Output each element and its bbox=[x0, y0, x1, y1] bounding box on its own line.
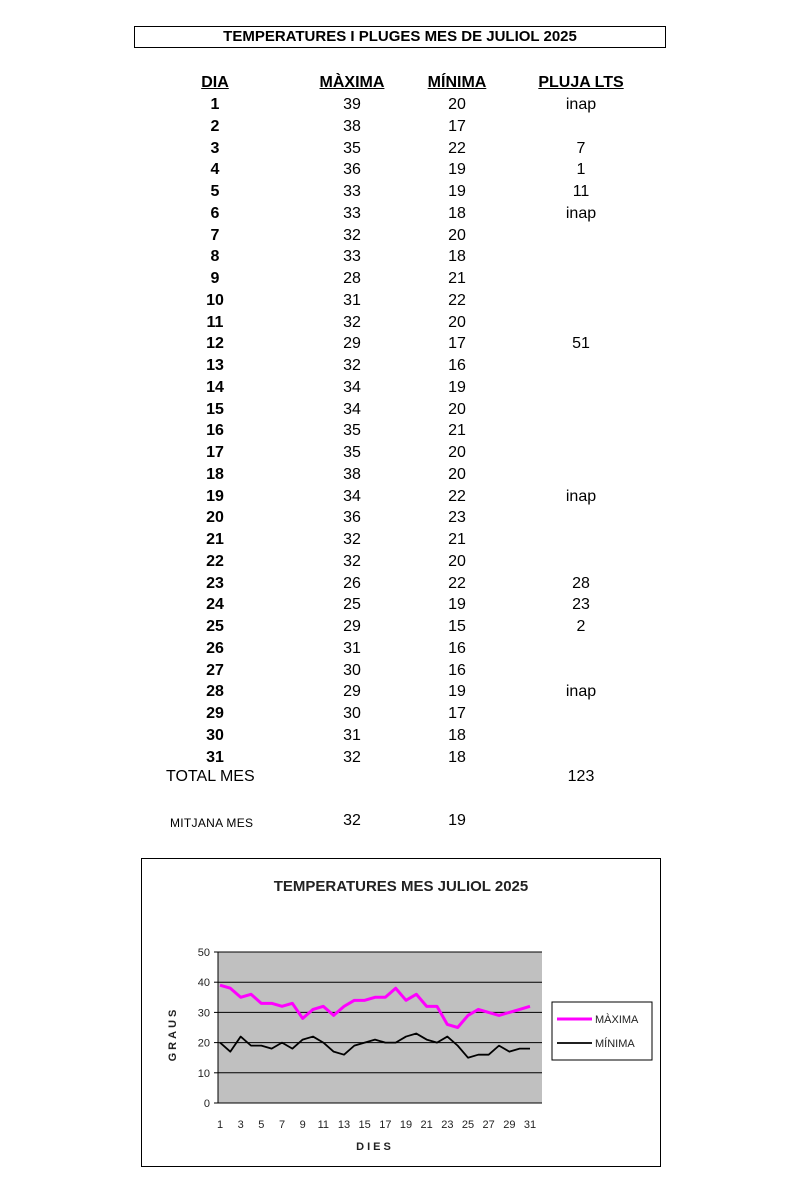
max-cell: 35 bbox=[343, 422, 361, 440]
y-tick-label: 20 bbox=[197, 1037, 210, 1050]
x-tick-label: 17 bbox=[379, 1119, 392, 1131]
min-cell: 19 bbox=[448, 683, 466, 701]
max-cell: 33 bbox=[343, 204, 361, 222]
max-cell: 29 bbox=[343, 335, 361, 353]
table-row bbox=[0, 747, 797, 769]
min-cell: 20 bbox=[448, 400, 466, 418]
day-cell: 30 bbox=[206, 726, 224, 744]
min-cell: 22 bbox=[448, 574, 466, 592]
rain-cell: inap bbox=[565, 96, 597, 113]
max-cell: 25 bbox=[343, 596, 361, 614]
max-cell: 31 bbox=[343, 639, 361, 657]
min-cell: 18 bbox=[448, 248, 466, 266]
table-row bbox=[0, 681, 797, 703]
max-cell: 31 bbox=[343, 726, 361, 744]
min-cell: 22 bbox=[448, 291, 466, 309]
day-cell: 20 bbox=[206, 509, 224, 527]
y-tick-label: 10 bbox=[197, 1067, 210, 1080]
max-cell: 35 bbox=[343, 139, 361, 157]
table-row bbox=[0, 638, 797, 660]
day-cell: 31 bbox=[206, 748, 224, 766]
average-label: MITJANA MES bbox=[170, 816, 254, 827]
min-cell: 15 bbox=[448, 618, 466, 635]
max-cell: 38 bbox=[343, 117, 361, 135]
x-tick-label: 25 bbox=[461, 1119, 475, 1131]
day-cell: 23 bbox=[206, 574, 224, 592]
day-cell: 12 bbox=[206, 335, 224, 353]
day-cell: 22 bbox=[206, 552, 224, 570]
x-tick-label: 27 bbox=[482, 1119, 495, 1131]
x-tick-label: 15 bbox=[358, 1119, 371, 1131]
table-row bbox=[0, 181, 797, 203]
rain-cell: 28 bbox=[572, 574, 590, 592]
min-cell: 22 bbox=[448, 139, 466, 157]
day-cell: 28 bbox=[206, 683, 224, 701]
max-cell: 30 bbox=[343, 705, 361, 722]
max-cell: 28 bbox=[343, 270, 361, 287]
day-cell: 4 bbox=[210, 161, 220, 179]
max-cell: 32 bbox=[343, 748, 361, 766]
table-row bbox=[0, 355, 797, 377]
day-cell: 21 bbox=[206, 531, 224, 548]
x-tick-label: 3 bbox=[237, 1119, 244, 1131]
min-cell: 18 bbox=[448, 204, 466, 222]
min-cell: 19 bbox=[448, 378, 466, 396]
average-min: 19 bbox=[448, 812, 466, 829]
chart-title: TEMPERATURES MES JULIOL 2025 bbox=[273, 878, 529, 895]
table-row bbox=[0, 333, 797, 355]
x-tick-label: 5 bbox=[258, 1119, 265, 1131]
y-tick-label: 50 bbox=[197, 947, 210, 959]
day-cell: 15 bbox=[206, 400, 224, 418]
day-cell: 17 bbox=[206, 444, 224, 461]
table-row bbox=[0, 660, 797, 682]
max-cell: 36 bbox=[343, 509, 361, 527]
min-cell: 16 bbox=[448, 661, 466, 679]
day-cell: 16 bbox=[206, 422, 224, 440]
max-cell: 30 bbox=[343, 661, 361, 679]
max-cell: 32 bbox=[343, 357, 361, 374]
day-cell: 26 bbox=[206, 639, 224, 657]
legend-label: MÀXIMA bbox=[595, 1014, 639, 1026]
min-cell: 23 bbox=[448, 509, 466, 527]
day-cell: 2 bbox=[210, 117, 220, 135]
y-tick-label: 40 bbox=[197, 977, 210, 990]
table-row bbox=[0, 246, 797, 268]
x-tick-label: 11 bbox=[317, 1119, 330, 1131]
min-cell: 21 bbox=[448, 422, 466, 440]
min-cell: 17 bbox=[448, 705, 466, 722]
min-cell: 16 bbox=[448, 639, 466, 657]
x-tick-label: 19 bbox=[399, 1119, 413, 1131]
day-cell: 24 bbox=[206, 596, 224, 614]
rain-cell: 51 bbox=[572, 335, 590, 353]
table-row bbox=[0, 616, 797, 638]
day-cell: 1 bbox=[210, 96, 220, 113]
min-cell: 18 bbox=[448, 726, 466, 744]
min-cell: 16 bbox=[448, 357, 466, 374]
table-row bbox=[0, 442, 797, 464]
table-row bbox=[0, 420, 797, 442]
temperature-chart bbox=[141, 858, 661, 1167]
min-cell: 20 bbox=[448, 313, 466, 331]
max-cell: 35 bbox=[343, 444, 361, 461]
table-row bbox=[0, 573, 797, 595]
rain-cell: 1 bbox=[576, 161, 586, 179]
min-cell: 20 bbox=[448, 552, 466, 570]
x-tick-label: 23 bbox=[441, 1119, 454, 1131]
max-cell: 34 bbox=[343, 378, 361, 396]
plot-area bbox=[218, 952, 542, 1103]
day-cell: 29 bbox=[206, 705, 224, 722]
max-cell: 36 bbox=[343, 161, 361, 179]
day-cell: 10 bbox=[206, 291, 224, 309]
chart-svg bbox=[142, 859, 660, 1166]
page-title: TEMPERATURES I PLUGES MES DE JULIOL 2025 bbox=[134, 26, 666, 48]
y-tick-label: 30 bbox=[197, 1007, 210, 1020]
table-row bbox=[0, 159, 797, 181]
day-cell: 3 bbox=[210, 139, 220, 157]
table-row bbox=[0, 94, 797, 116]
day-cell: 19 bbox=[206, 487, 224, 505]
x-tick-label: 21 bbox=[420, 1119, 433, 1131]
day-cell: 9 bbox=[210, 270, 220, 287]
max-cell: 29 bbox=[343, 683, 361, 701]
max-cell: 32 bbox=[343, 313, 361, 331]
data-table bbox=[0, 94, 797, 768]
min-cell: 19 bbox=[448, 596, 466, 614]
min-cell: 22 bbox=[448, 487, 466, 505]
day-cell: 6 bbox=[210, 204, 220, 222]
table-row bbox=[0, 464, 797, 486]
table-row bbox=[0, 529, 797, 551]
max-cell: 39 bbox=[343, 96, 361, 113]
table-row bbox=[0, 138, 797, 160]
max-cell: 34 bbox=[343, 487, 361, 505]
table-row bbox=[0, 703, 797, 725]
min-cell: 20 bbox=[448, 465, 466, 483]
legend-box bbox=[552, 1002, 652, 1060]
max-cell: 34 bbox=[343, 400, 361, 418]
x-tick-label: 9 bbox=[299, 1119, 306, 1131]
table-row bbox=[0, 725, 797, 747]
x-tick-label: 29 bbox=[503, 1119, 516, 1131]
max-cell: 26 bbox=[343, 574, 361, 592]
total-label: TOTAL MES bbox=[166, 768, 255, 785]
min-cell: 17 bbox=[448, 117, 466, 135]
x-tick-label: 13 bbox=[337, 1119, 351, 1131]
max-cell: 29 bbox=[343, 618, 361, 635]
day-cell: 14 bbox=[206, 378, 224, 396]
table-row bbox=[0, 225, 797, 247]
max-cell: 32 bbox=[343, 531, 361, 548]
table-row bbox=[0, 203, 797, 225]
table-row bbox=[0, 594, 797, 616]
legend-label: MÍNIMA bbox=[595, 1038, 635, 1050]
table-row bbox=[0, 116, 797, 138]
min-cell: 18 bbox=[448, 748, 466, 766]
max-cell: 33 bbox=[343, 248, 361, 266]
day-cell: 7 bbox=[210, 226, 220, 244]
rain-cell: 11 bbox=[572, 183, 590, 200]
min-cell: 21 bbox=[448, 531, 466, 548]
table-row bbox=[0, 507, 797, 529]
min-cell: 19 bbox=[448, 161, 466, 179]
max-cell: 31 bbox=[343, 291, 361, 309]
rain-cell: 7 bbox=[576, 139, 586, 157]
day-cell: 5 bbox=[210, 183, 220, 200]
rain-cell: 23 bbox=[572, 596, 590, 614]
x-axis-label: DIES bbox=[356, 1141, 394, 1153]
rain-cell: inap bbox=[565, 487, 597, 505]
day-cell: 13 bbox=[206, 357, 224, 374]
table-row bbox=[0, 268, 797, 290]
rain-cell: 2 bbox=[576, 618, 586, 635]
table-row bbox=[0, 290, 797, 312]
total-rain: 123 bbox=[567, 768, 595, 785]
y-axis-label: GRAUS bbox=[167, 1006, 179, 1062]
table-row bbox=[0, 399, 797, 421]
x-tick-label: 7 bbox=[278, 1119, 286, 1131]
max-cell: 33 bbox=[343, 183, 361, 200]
y-tick-label: 0 bbox=[203, 1098, 210, 1110]
min-cell: 20 bbox=[448, 96, 466, 113]
min-cell: 20 bbox=[448, 444, 466, 461]
min-cell: 20 bbox=[448, 226, 466, 244]
day-cell: 27 bbox=[206, 661, 224, 679]
header-pluja: PLUJA LTS bbox=[538, 74, 624, 91]
table-row bbox=[0, 486, 797, 508]
day-cell: 11 bbox=[206, 313, 224, 331]
max-cell: 32 bbox=[343, 226, 361, 244]
x-tick-label: 31 bbox=[523, 1119, 537, 1131]
average-max: 32 bbox=[343, 812, 361, 829]
rain-cell: inap bbox=[565, 683, 597, 701]
min-cell: 21 bbox=[448, 270, 466, 287]
x-tick-label: 1 bbox=[216, 1119, 224, 1131]
table-row bbox=[0, 377, 797, 399]
table-row bbox=[0, 551, 797, 573]
rain-cell: inap bbox=[565, 204, 597, 222]
header-minima: MÍNIMA bbox=[427, 74, 487, 91]
table-row bbox=[0, 312, 797, 334]
min-cell: 19 bbox=[448, 183, 466, 200]
header-dia: DIA bbox=[201, 74, 229, 91]
min-cell: 17 bbox=[448, 335, 466, 353]
day-cell: 25 bbox=[206, 618, 224, 635]
max-cell: 38 bbox=[343, 465, 361, 483]
header-maxima: MÀXIMA bbox=[319, 74, 385, 91]
day-cell: 8 bbox=[210, 248, 220, 266]
day-cell: 18 bbox=[206, 465, 224, 483]
max-cell: 32 bbox=[343, 552, 361, 570]
